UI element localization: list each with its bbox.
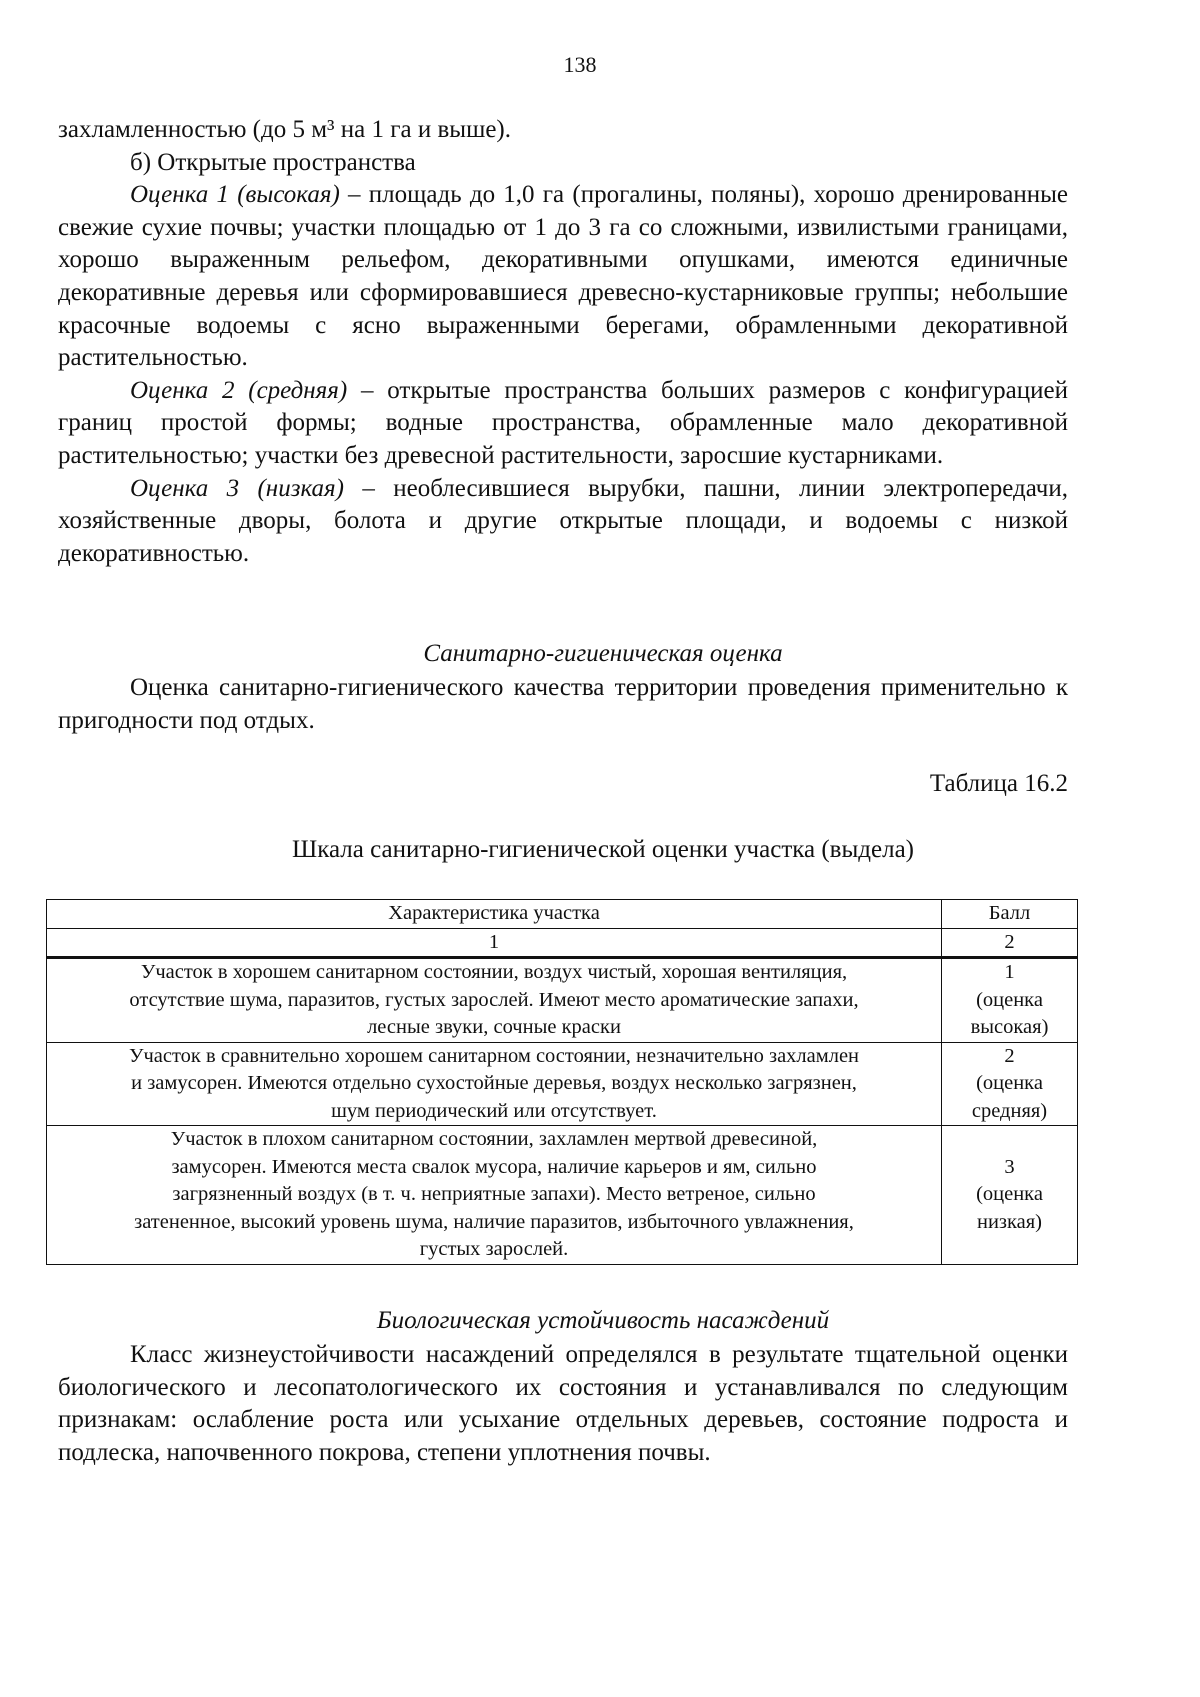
row1-score xyxy=(942,958,1078,1043)
grade2-label: Оценка 2 (средняя) xyxy=(130,376,348,404)
biological-section xyxy=(58,1339,1068,1469)
row1-line: отсутствие шума, паразитов, густых зарослей. Имеют место ароматические запахи, xyxy=(129,988,859,1011)
row1-characteristic xyxy=(47,958,942,1043)
row3-score-line: низкая) xyxy=(976,1210,1043,1233)
table-row xyxy=(47,1126,1078,1265)
column-number-1: 1 xyxy=(47,928,942,958)
table-row xyxy=(47,958,1078,1043)
header-score: Балл xyxy=(942,900,1078,929)
grade1-paragraph xyxy=(58,179,1068,375)
row3-score-line xyxy=(946,1126,1073,1154)
row1-score-line: высокая) xyxy=(970,1016,1049,1038)
header-characteristic: Характеристика участка xyxy=(47,900,942,929)
grade3-text: – необлесившиеся вырубки, пашни, линии электропередачи, хозяйственные дворы, болота и другие открытые площади, и водоемы с низкой декоративностью. xyxy=(58,474,1068,567)
row3-line: загрязненный воздух (в т. ч. неприятные запахи). Место ветреное, сильно xyxy=(172,1183,816,1205)
table-number: Таблица 16.2 xyxy=(929,770,1068,797)
grade1-text: – площадь до 1,0 га (прогалины, поляны), хорошо дренированные свежие сухие почвы; участки площадью от 1 до 3 га со сложными, извилистыми границами, хорошо выраженным рельефом, декоративными опушками, имеются единичные декоративные деревья или сформировавшиеся древесно-кустарниковые группы; небольшие красочные водоемы с ясно выраженными берегами, обрамленными декоративной растительностью. xyxy=(58,181,1068,372)
open-spaces-section xyxy=(58,114,1068,570)
grade3-paragraph xyxy=(58,473,1068,571)
row2-score-line: (оценка xyxy=(976,1072,1043,1094)
row3-line: затененное, высокий уровень шума, наличие паразитов, избыточного увлажнения, xyxy=(134,1210,854,1233)
sanitary-scale-table xyxy=(46,899,1078,1265)
row1-line: лесные звуки, сочные краски xyxy=(367,1016,621,1038)
sanitary-heading: Санитарно-гигиеническая оценка xyxy=(423,640,783,667)
row1-line: Участок в хорошем санитарном состоянии, воздух чистый, хорошая вентиляция, xyxy=(140,961,848,983)
grade1-label: Оценка 1 (высокая) xyxy=(130,181,340,209)
subheading-open-spaces: б) Открытые пространства xyxy=(130,148,416,176)
continued-line: захламленностью (до 5 м³ на 1 га и выше). xyxy=(58,116,512,143)
row1-score-line: 1 xyxy=(1004,961,1015,983)
row2-line: Участок в сравнительно хорошем санитарном состоянии, незначительно захламлен xyxy=(128,1044,860,1067)
biological-paragraph: Класс жизнеустойчивости насаждений определялся в результате тщательной оценки биологического и лесопатологического их состояния и устанавливался по следующим признакам: ослабление роста или усыхание отдельных деревьев, состояние подроста и подлеска, напочвенного покрова, степени уплотнения почвы. xyxy=(58,1341,1068,1466)
row3-line: замусорен. Имеются места свалок мусора, наличие карьеров и ям, сильно xyxy=(171,1155,817,1178)
table-title: Шкала санитарно-гигиенической оценки участка (выдела) xyxy=(292,836,914,863)
page-number: 138 xyxy=(563,52,597,77)
row2-characteristic xyxy=(47,1042,942,1126)
sanitary-section xyxy=(58,672,1068,737)
row3-score-line: 3 xyxy=(1004,1155,1015,1178)
row2-score xyxy=(942,1042,1078,1126)
row1-score-line: (оценка xyxy=(976,988,1043,1011)
row2-line: шум периодический или отсутствует. xyxy=(331,1099,657,1122)
row3-score xyxy=(942,1126,1078,1265)
row2-score-line: 2 xyxy=(1004,1044,1015,1067)
row2-score-line: средняя) xyxy=(971,1099,1048,1122)
row3-characteristic xyxy=(47,1126,942,1265)
table-header-row xyxy=(47,900,1078,929)
table-column-numbers-row xyxy=(47,928,1078,958)
biological-heading: Биологическая устойчивость насаждений xyxy=(376,1307,830,1334)
grade3-label: Оценка 3 (низкая) xyxy=(130,474,344,502)
sanitary-paragraph: Оценка санитарно-гигиенического качества территории проведения применительно к пригодности под отдых. xyxy=(58,674,1068,734)
row3-line: Участок в плохом санитарном состоянии, захламлен мертвой древесиной, xyxy=(170,1128,818,1150)
column-number-2: 2 xyxy=(942,928,1078,958)
table-row xyxy=(47,1042,1078,1126)
row3-score-line: (оценка xyxy=(976,1183,1043,1205)
grade2-paragraph xyxy=(58,375,1068,473)
grade2-text: – открытые пространства больших размеров с конфигурацией границ простой формы; водные пространства, обрамленные мало декоративной растительностью; участки без древесной растительности, заросшие кустарниками. xyxy=(58,376,1069,469)
row3-line: густых зарослей. xyxy=(419,1238,569,1260)
row2-line: и замусорен. Имеются отдельно сухостойные деревья, воздух несколько загрязнен, xyxy=(131,1072,857,1094)
